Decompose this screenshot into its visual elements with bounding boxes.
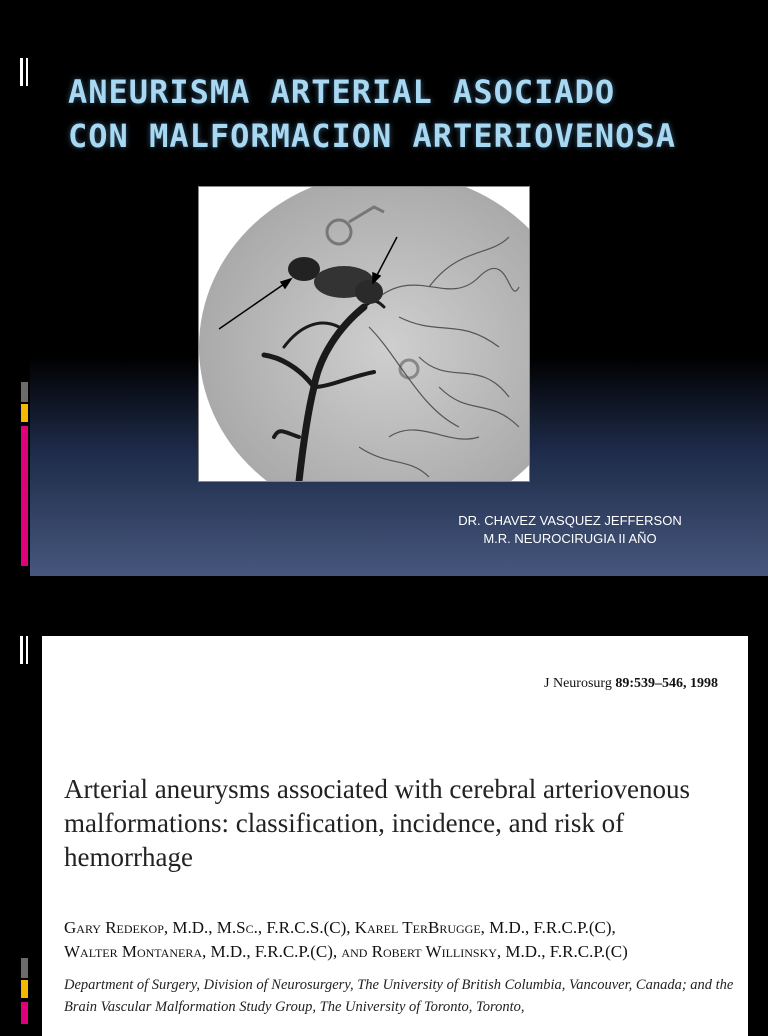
author-name: DR. CHAVEZ VASQUEZ JEFFERSON xyxy=(458,513,682,528)
slide1-accent-yellow xyxy=(21,404,28,422)
author-block xyxy=(410,512,730,548)
slide1-corner-mark xyxy=(20,58,23,86)
slide-title-line-1: ANEURISMA ARTERIAL ASOCIADO xyxy=(68,73,616,111)
paper-title: Arterial aneurysms associated with cerebral arteriovenous malformations: classification, incidence, and risk of hemorrhage xyxy=(64,774,690,872)
authors-line-1: Gary Redekop, M.D., M.Sc., F.R.C.S.(C), Karel TerBrugge, M.D., F.R.C.P.(C), xyxy=(64,918,616,937)
paper-authors xyxy=(64,916,744,964)
slide-1 xyxy=(30,0,768,576)
angiography-illustration xyxy=(199,187,529,481)
slide-title xyxy=(68,70,748,158)
journal-name: J Neurosurg xyxy=(544,676,612,691)
angiography-image xyxy=(198,186,530,482)
authors-line-2: Walter Montanera, M.D., F.R.C.P.(C), and Robert Willinsky, M.D., F.R.C.P.(C) xyxy=(64,942,628,961)
slide2-accent-magenta xyxy=(21,1002,28,1024)
slide1-accent-gray xyxy=(21,382,28,402)
author-role: M.R. NEUROCIRUGIA II AÑO xyxy=(483,531,657,546)
slide2-accent-gray xyxy=(21,958,28,978)
slide1-accent-magenta xyxy=(21,426,28,566)
slide2-corner-mark-2 xyxy=(26,636,28,664)
slide1-corner-mark-2 xyxy=(26,58,28,86)
paper-affiliation: Department of Surgery, Division of Neurosurgery, The University of British Columbia, Vancouver, Canada; and the Brain Vascular Malformation Study Group, The University of Toronto, Toronto, xyxy=(64,977,734,1015)
slide2-accent-yellow xyxy=(21,980,28,998)
journal-reference: 89:539–546, 1998 xyxy=(611,676,718,691)
slide2-corner-mark xyxy=(20,636,23,664)
journal-citation xyxy=(544,676,718,692)
slide-title-line-2: CON MALFORMACION ARTERIOVENOSA xyxy=(68,117,676,155)
slide-2 xyxy=(42,636,748,1036)
